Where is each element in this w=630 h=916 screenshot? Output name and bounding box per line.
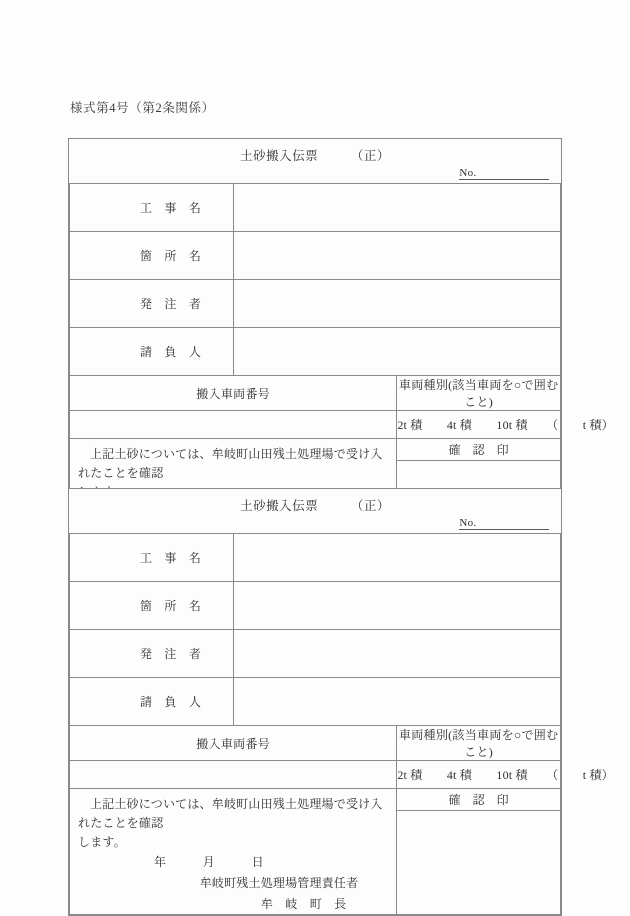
label-vehicle-type: 車両種別(該当車両を○で囲むこと) — [397, 726, 561, 761]
field-vehicle-number[interactable] — [70, 411, 397, 439]
label-vehicle-number: 搬入車両番号 — [70, 726, 397, 761]
field-construction-name[interactable] — [233, 184, 560, 232]
label-text: 発 注 者 — [140, 647, 202, 661]
confirmation-block — [70, 789, 397, 915]
table-row — [70, 534, 561, 582]
slip-header-row — [70, 139, 561, 184]
label-contractor — [70, 678, 234, 726]
table-row — [70, 232, 561, 280]
slip-title: 土砂搬入伝票 （正） — [240, 149, 390, 163]
label-construction-name — [70, 184, 234, 232]
label-location-name — [70, 582, 234, 630]
field-vehicle-type-options[interactable]: 2t 積 4t 積 10t 積 （ t 積） — [397, 761, 561, 789]
slip-header-cell — [70, 139, 561, 184]
label-text: 箇 所 名 — [140, 249, 202, 263]
field-contractor[interactable] — [233, 678, 560, 726]
field-location-name[interactable] — [233, 232, 560, 280]
vehicle-value-row — [70, 761, 561, 789]
label-location-name — [70, 232, 234, 280]
label-text: 発 注 者 — [140, 297, 202, 311]
field-vehicle-type-options[interactable]: 2t 積 4t 積 10t 積 （ t 積） — [397, 411, 561, 439]
slip-header-cell — [70, 489, 561, 534]
table-row — [70, 280, 561, 328]
label-text: 請 負 人 — [140, 345, 202, 359]
label-confirmation-stamp: 確 認 印 — [397, 789, 560, 811]
stamp-column — [397, 789, 561, 915]
label-orderer — [70, 630, 234, 678]
vehicle-header-row — [70, 726, 561, 761]
label-vehicle-number: 搬入車両番号 — [70, 376, 397, 411]
label-text: 工 事 名 — [140, 551, 202, 565]
table-row — [70, 582, 561, 630]
slip-no-label: No. — [459, 167, 477, 179]
slip-table — [69, 489, 614, 915]
table-row — [70, 678, 561, 726]
confirmation-text-line1: 上記土砂については、牟岐町山田残土処理場で受け入れたことを確認 — [78, 447, 383, 480]
confirmation-row — [70, 789, 561, 915]
form-number-caption: 様式第4号（第2条関係） — [70, 101, 215, 115]
label-vehicle-type: 車両種別(該当車両を○で囲むこと) — [397, 376, 561, 411]
slip-no-field[interactable] — [459, 167, 548, 180]
slip-no-label: No. — [459, 517, 477, 529]
signature-town-mayor: 牟 岐 町 長 — [260, 897, 347, 911]
field-location-name[interactable] — [233, 582, 560, 630]
confirmation-date-line[interactable]: 年 月 日 — [154, 855, 264, 869]
label-contractor — [70, 328, 234, 376]
slip-no-rule — [477, 517, 549, 530]
table-row — [70, 630, 561, 678]
field-orderer[interactable] — [233, 630, 560, 678]
delivery-slip-2 — [68, 488, 614, 916]
field-contractor[interactable] — [233, 328, 560, 376]
label-confirmation-stamp: 確 認 印 — [397, 439, 560, 461]
slip-header-row — [70, 489, 561, 534]
confirmation-text-line2: します。 — [78, 835, 126, 849]
label-text: 工 事 名 — [140, 201, 202, 215]
label-text: 箇 所 名 — [140, 599, 202, 613]
slip-no-field[interactable] — [459, 517, 548, 530]
vehicle-header-row — [70, 376, 561, 411]
stamp-area[interactable] — [397, 811, 560, 914]
label-construction-name — [70, 534, 234, 582]
field-orderer[interactable] — [233, 280, 560, 328]
label-orderer — [70, 280, 234, 328]
field-construction-name[interactable] — [233, 534, 560, 582]
slip-title: 土砂搬入伝票 （正） — [240, 499, 390, 513]
label-text: 請 負 人 — [140, 695, 202, 709]
field-vehicle-number[interactable] — [70, 761, 397, 789]
signature-site-manager: 牟岐町残土処理場管理責任者 — [199, 876, 359, 890]
slip-no-rule — [477, 167, 549, 180]
table-row — [70, 328, 561, 376]
vehicle-value-row — [70, 411, 561, 439]
confirmation-text-line1: 上記土砂については、牟岐町山田残土処理場で受け入れたことを確認 — [78, 797, 383, 830]
table-row — [70, 184, 561, 232]
